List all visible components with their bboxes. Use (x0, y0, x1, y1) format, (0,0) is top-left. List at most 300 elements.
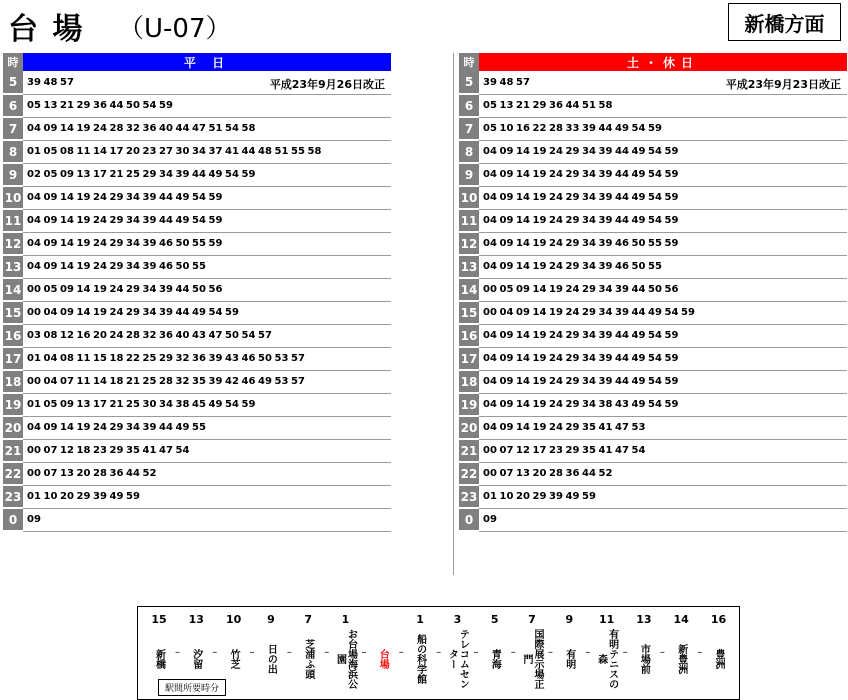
departure-minute: 20 (516, 491, 530, 502)
departure-minute: 29 (565, 215, 580, 226)
departure-minute: 59 (208, 238, 223, 249)
departure-minute: 56 (664, 284, 679, 295)
departure-minute: 54 (648, 376, 662, 387)
timetable-row (3, 393, 391, 416)
departure-minute: 46 (159, 238, 173, 249)
departure-minute: 29 (76, 100, 91, 111)
departure-minute: 19 (549, 307, 563, 318)
departure-minute: 32 (175, 376, 190, 387)
departure-minute: 05 (483, 123, 497, 134)
departure-minute: 04 (43, 307, 58, 318)
departure-minute: 20 (126, 146, 140, 157)
departure-minute: 19 (532, 169, 547, 180)
departure-minute: 05 (43, 146, 58, 157)
departure-minute: 29 (565, 330, 580, 341)
departure-minute: 44 (175, 307, 190, 318)
route-legend: 駅間所要時分 (158, 679, 226, 696)
departure-minute: 19 (532, 422, 547, 433)
departure-minute: 39 (159, 307, 173, 318)
departure-minute: 35 (582, 445, 596, 456)
departure-minute: 59 (664, 146, 679, 157)
departure-minute: 40 (175, 330, 190, 341)
departure-minute: 54 (225, 169, 239, 180)
hour-cell: 17 (3, 347, 23, 370)
route-stop (631, 613, 657, 689)
departure-minute: 19 (549, 284, 563, 295)
stop-travel-time: 9 (267, 613, 275, 626)
departure-minute: 24 (549, 399, 563, 410)
departure-minute: 09 (499, 261, 514, 272)
departure-minute: 04 (27, 123, 41, 134)
departure-minute: 04 (499, 307, 514, 318)
departure-minute: 34 (582, 238, 596, 249)
stop-name: 汐留 (190, 649, 202, 669)
timetable-row (459, 140, 847, 163)
departure-minute: 39 (598, 215, 613, 226)
departure-minute: 55 (192, 261, 206, 272)
departure-minute: 49 (175, 422, 190, 433)
minutes-cell (23, 324, 391, 347)
departure-minute: 14 (516, 330, 530, 341)
minutes-cell (23, 232, 391, 255)
departure-minute: 54 (648, 353, 662, 364)
departure-minute: 30 (142, 399, 157, 410)
departure-minute: 19 (76, 261, 91, 272)
hour-cell: 10 (459, 186, 479, 209)
departure-minute: 59 (664, 353, 679, 364)
departure-minute: 53 (631, 422, 646, 433)
hour-cell: 14 (3, 278, 23, 301)
departure-minute: 55 (648, 238, 662, 249)
minutes-cell (479, 439, 847, 462)
route-connector: – (398, 647, 404, 658)
hour-cell: 15 (3, 301, 23, 324)
departure-minute: 34 (582, 215, 596, 226)
departure-minute: 49 (175, 215, 190, 226)
departure-minute: 14 (516, 169, 530, 180)
departure-minute: 00 (27, 376, 41, 387)
departure-minute: 12 (60, 330, 74, 341)
departure-minute: 09 (43, 123, 58, 134)
departure-minute: 14 (60, 192, 74, 203)
departure-minute: 29 (126, 307, 140, 318)
hour-cell: 15 (459, 301, 479, 324)
departure-minute: 20 (93, 330, 107, 341)
departure-minute: 50 (175, 238, 190, 249)
departure-minute: 59 (648, 123, 662, 134)
departure-minute: 51 (274, 146, 289, 157)
minutes-cell (479, 71, 847, 94)
departure-minute: 39 (93, 491, 107, 502)
departure-minute: 54 (142, 100, 157, 111)
departure-minute: 09 (43, 192, 58, 203)
departure-minute: 44 (159, 192, 173, 203)
departure-minute: 34 (126, 238, 140, 249)
stop-travel-time: 7 (528, 613, 536, 626)
hour-column-header: 時 (459, 53, 479, 71)
departure-minute: 04 (483, 376, 497, 387)
departure-minute: 34 (126, 261, 140, 272)
departure-minute: 44 (615, 353, 629, 364)
departure-minute: 28 (159, 376, 173, 387)
stop-name: 芝浦ふ頭 (302, 639, 314, 679)
departure-minute: 34 (598, 284, 613, 295)
timetable-row (459, 232, 847, 255)
departure-minute: 47 (615, 445, 629, 456)
departure-minute: 54 (175, 445, 190, 456)
timetable-row (3, 232, 391, 255)
timetable-row (459, 163, 847, 186)
route-stop (258, 613, 284, 689)
departure-minute: 05 (43, 399, 58, 410)
departure-minute: 25 (126, 399, 140, 410)
departure-minute: 49 (631, 353, 646, 364)
departure-minute: 59 (241, 399, 256, 410)
departure-minute: 34 (582, 330, 596, 341)
hour-cell: 11 (3, 209, 23, 232)
route-stop (668, 613, 694, 689)
departure-minute: 49 (109, 491, 124, 502)
departure-minute: 44 (159, 215, 173, 226)
hour-cell: 11 (459, 209, 479, 232)
route-stop (183, 613, 209, 689)
departure-minute: 41 (598, 422, 613, 433)
departure-minute: 34 (582, 399, 596, 410)
minutes-cell (23, 163, 391, 186)
departure-minute: 04 (483, 238, 497, 249)
departure-minute: 24 (549, 422, 563, 433)
minutes-cell (23, 485, 391, 508)
stop-travel-time: 5 (490, 613, 499, 626)
departure-minute: 24 (93, 192, 107, 203)
departure-minute: 44 (175, 284, 190, 295)
departure-minute: 09 (499, 422, 514, 433)
timetable-row (3, 186, 391, 209)
timetable-row (459, 186, 847, 209)
departure-minute: 39 (142, 215, 157, 226)
timetable-row (459, 117, 847, 140)
departure-minute: 54 (648, 330, 662, 341)
departure-minute: 59 (126, 491, 140, 502)
departure-minute: 39 (598, 192, 613, 203)
departure-minute: 34 (582, 146, 596, 157)
departure-minute: 17 (93, 169, 107, 180)
minutes-cell (479, 232, 847, 255)
departure-minute: 29 (582, 307, 596, 318)
departure-minute: 19 (532, 215, 547, 226)
departure-minute: 43 (615, 399, 629, 410)
departure-minute: 00 (27, 445, 41, 456)
departure-minute: 17 (109, 146, 124, 157)
departure-minute: 39 (598, 238, 613, 249)
departure-minute: 00 (27, 307, 41, 318)
departure-minute: 59 (208, 215, 223, 226)
departure-minute: 29 (159, 353, 173, 364)
departure-minute: 14 (60, 123, 74, 134)
holiday-label: 土・休日 (626, 55, 699, 70)
hour-cell: 5 (459, 71, 479, 94)
departure-minute: 17 (532, 445, 547, 456)
minutes-cell (479, 301, 847, 324)
departure-minute: 55 (192, 238, 206, 249)
route-connector: – (622, 647, 628, 658)
minutes-cell (479, 393, 847, 416)
route-stop (407, 613, 433, 689)
route-connector: – (436, 647, 442, 658)
route-stop (482, 613, 508, 689)
timetable-row (459, 508, 847, 531)
departure-minute: 09 (499, 330, 514, 341)
departure-minute: 55 (192, 422, 206, 433)
departure-minute: 50 (648, 284, 662, 295)
departure-minute: 09 (499, 192, 514, 203)
departure-minute: 20 (76, 468, 91, 479)
stop-travel-time: 1 (416, 613, 424, 626)
departure-minute: 49 (208, 169, 223, 180)
departure-minute: 51 (582, 100, 596, 111)
minutes-cell (479, 209, 847, 232)
minutes-cell (23, 301, 391, 324)
departure-minute: 54 (664, 307, 679, 318)
departure-minute: 59 (225, 307, 239, 318)
departure-minute: 19 (532, 261, 547, 272)
departure-minute: 44 (615, 146, 629, 157)
departure-minute: 12 (516, 445, 530, 456)
departure-minute: 46 (615, 238, 629, 249)
hour-cell: 12 (3, 232, 23, 255)
departure-minute: 04 (483, 169, 497, 180)
stop-name: 竹芝 (228, 649, 240, 669)
departure-minute: 34 (142, 284, 157, 295)
departure-minute: 00 (27, 284, 41, 295)
departure-minute: 28 (549, 468, 563, 479)
departure-minute: 59 (208, 192, 223, 203)
direction-box: 新橋方面 (728, 3, 841, 41)
minutes-cell (479, 462, 847, 485)
departure-minute: 34 (192, 146, 206, 157)
minutes-cell (479, 508, 847, 531)
departure-minute: 44 (631, 284, 646, 295)
timetable-row (459, 94, 847, 117)
timetable-row (3, 347, 391, 370)
hour-cell: 21 (3, 439, 23, 462)
departure-minute: 39 (159, 284, 173, 295)
departure-minute: 34 (582, 376, 596, 387)
stop-name: お台場海浜公園 (334, 629, 357, 689)
departure-minute: 21 (109, 169, 124, 180)
departure-minute: 59 (681, 307, 695, 318)
hour-cell: 6 (459, 94, 479, 117)
departure-minute: 40 (159, 123, 173, 134)
departure-minute: 19 (76, 215, 91, 226)
departure-minute: 01 (483, 491, 497, 502)
departure-minute: 57 (60, 76, 74, 88)
departure-minute: 39 (582, 123, 596, 134)
stop-name: 台場 (377, 649, 389, 669)
departure-minute: 49 (615, 123, 629, 134)
table-divider (453, 53, 454, 575)
departure-minute: 29 (565, 238, 580, 249)
stop-name: 新橋 (153, 649, 165, 669)
minutes-cell (23, 209, 391, 232)
departure-minute: 44 (159, 422, 173, 433)
route-connector: – (324, 647, 330, 658)
departure-minute: 29 (565, 169, 580, 180)
minutes-cell (479, 485, 847, 508)
minutes-cell (23, 140, 391, 163)
departure-minute: 05 (43, 169, 58, 180)
minutes-cell (479, 278, 847, 301)
departure-minute: 51 (208, 123, 223, 134)
departure-minute: 11 (76, 376, 91, 387)
departure-minute: 15 (93, 353, 107, 364)
station-name: 台 場 (8, 12, 85, 47)
departure-minute: 45 (192, 399, 206, 410)
departure-minute: 14 (516, 192, 530, 203)
revision-note: 平成23年9月23日改正 (725, 78, 841, 91)
departure-minute: 36 (565, 468, 580, 479)
departure-minute: 59 (664, 169, 679, 180)
timetable-row (459, 462, 847, 485)
departure-minute: 39 (615, 284, 629, 295)
departure-minute: 50 (192, 284, 206, 295)
departure-minute: 24 (549, 261, 563, 272)
minutes-cell (23, 439, 391, 462)
departure-minute: 50 (175, 261, 190, 272)
departure-minute: 27 (159, 146, 173, 157)
hour-cell: 6 (3, 94, 23, 117)
departure-minute: 05 (27, 100, 41, 111)
stop-travel-time: 14 (673, 613, 689, 626)
departure-minute: 08 (60, 146, 74, 157)
departure-minute: 21 (60, 100, 74, 111)
revision-note: 平成23年9月26日改正 (269, 78, 385, 91)
departure-minute: 09 (43, 215, 58, 226)
departure-minute: 36 (142, 123, 157, 134)
minutes-cell (479, 140, 847, 163)
departure-minute: 29 (565, 399, 580, 410)
departure-minute: 04 (483, 215, 497, 226)
departure-minute: 24 (549, 238, 563, 249)
departure-minute: 39 (598, 261, 613, 272)
departure-minute: 29 (565, 146, 580, 157)
departure-minute: 09 (499, 399, 514, 410)
departure-minute: 44 (192, 169, 206, 180)
departure-minute: 44 (615, 192, 629, 203)
hour-cell: 23 (459, 485, 479, 508)
departure-minute: 09 (43, 261, 58, 272)
departure-minute: 07 (499, 445, 514, 456)
route-connector: – (212, 647, 218, 658)
departure-minute: 54 (648, 215, 662, 226)
departure-minute: 09 (499, 169, 514, 180)
hour-cell: 9 (3, 163, 23, 186)
minutes-cell (479, 163, 847, 186)
departure-minute: 04 (27, 215, 41, 226)
departure-minute: 53 (274, 353, 289, 364)
departure-minute: 10 (499, 123, 514, 134)
departure-minute: 03 (27, 330, 41, 341)
departure-minute: 54 (648, 169, 662, 180)
departure-minute: 59 (664, 399, 679, 410)
departure-minute: 09 (499, 238, 514, 249)
departure-minute: 00 (483, 445, 497, 456)
timetable-row (3, 163, 391, 186)
departure-minute: 04 (483, 353, 497, 364)
departure-minute: 32 (126, 123, 140, 134)
departure-minute: 35 (126, 445, 140, 456)
hour-cell: 8 (3, 140, 23, 163)
departure-minute: 44 (565, 100, 580, 111)
departure-minute: 29 (142, 169, 157, 180)
hour-cell: 18 (3, 370, 23, 393)
departure-minute: 39 (175, 169, 190, 180)
departure-minute: 29 (565, 445, 580, 456)
route-stop (221, 613, 247, 689)
departure-minute: 28 (93, 468, 107, 479)
departure-minute: 59 (664, 330, 679, 341)
stop-travel-time: 7 (304, 613, 313, 626)
departure-minute: 14 (516, 261, 530, 272)
hour-cell: 22 (3, 462, 23, 485)
stop-name: 新豊洲 (675, 644, 687, 674)
route-connector: – (361, 647, 367, 658)
departure-minute: 01 (27, 146, 41, 157)
departure-minute: 35 (582, 422, 596, 433)
timetable-row (3, 439, 391, 462)
departure-minute: 04 (483, 330, 497, 341)
departure-minute: 56 (208, 284, 223, 295)
departure-minute: 04 (27, 422, 41, 433)
hour-cell: 0 (459, 508, 479, 531)
departure-minute: 14 (60, 261, 74, 272)
departure-minute: 19 (532, 376, 547, 387)
departure-minute: 04 (483, 261, 497, 272)
departure-minute: 24 (93, 123, 107, 134)
departure-minute: 14 (516, 238, 530, 249)
departure-minute: 59 (664, 215, 679, 226)
departure-minute: 18 (109, 376, 124, 387)
timetable-row (459, 255, 847, 278)
departure-minute: 29 (532, 491, 547, 502)
timetable-row (459, 416, 847, 439)
route-stop (295, 613, 321, 689)
route-connector: – (659, 647, 665, 658)
minutes-cell (479, 370, 847, 393)
stop-name: 有明テニスの森 (595, 629, 618, 689)
timetable-row (459, 324, 847, 347)
departure-minute: 49 (631, 215, 646, 226)
departure-minute: 24 (549, 169, 563, 180)
departure-minute: 59 (241, 169, 256, 180)
departure-minute: 19 (76, 123, 91, 134)
hour-cell: 23 (3, 485, 23, 508)
hour-cell: 21 (459, 439, 479, 462)
departure-minute: 19 (532, 238, 547, 249)
departure-minute: 29 (109, 422, 124, 433)
departure-minute: 33 (565, 123, 580, 134)
departure-minute: 08 (60, 353, 74, 364)
departure-minute: 05 (499, 284, 514, 295)
departure-minute: 23 (142, 146, 157, 157)
hour-cell: 19 (3, 393, 23, 416)
route-connector: – (249, 647, 255, 658)
departure-minute: 49 (631, 169, 646, 180)
departure-minute: 57 (258, 330, 272, 341)
departure-minute: 44 (615, 330, 629, 341)
departure-minute: 34 (142, 307, 157, 318)
hour-column-header: 時 (3, 53, 23, 71)
